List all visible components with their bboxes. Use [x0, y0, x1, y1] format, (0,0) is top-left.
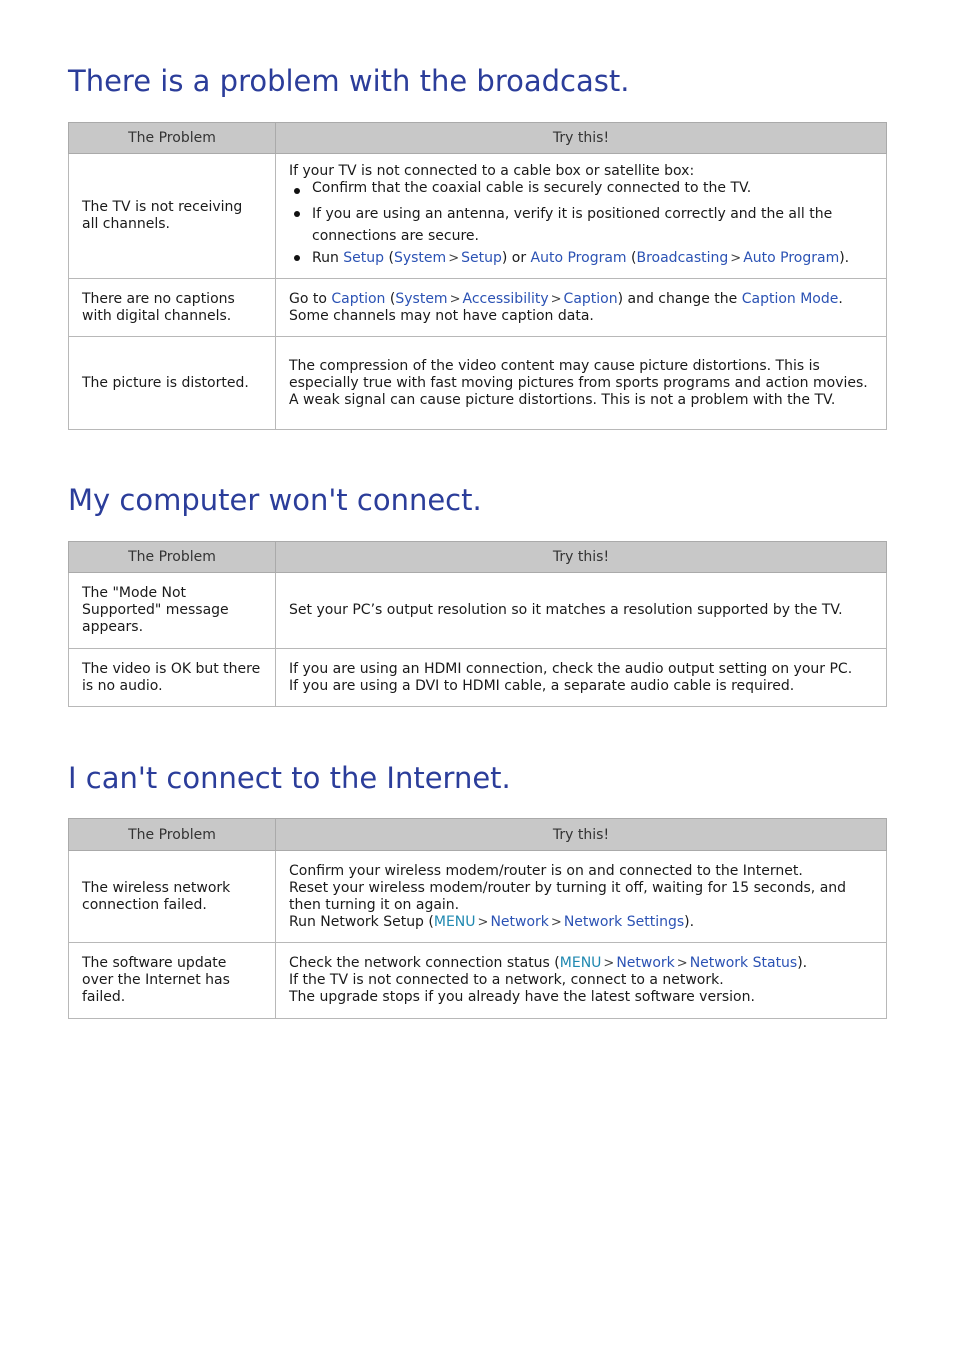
- or-text: ) or: [501, 249, 531, 266]
- menu-link: MENU: [559, 955, 602, 971]
- table-row: [69, 279, 887, 337]
- solution-text: Go to Caption (System > Accessibility > Caption) and change the Caption Mode.: [289, 290, 843, 307]
- list-item: Run Setup (System > Setup) or Auto Program (Broadcasting > Auto Program).: [289, 247, 873, 270]
- header-try: Try this!: [276, 123, 887, 154]
- header-try: Try this!: [276, 819, 887, 851]
- solution-text: If the TV is not connected to a network, connect to a network.: [289, 972, 724, 988]
- solution-cell: [276, 943, 887, 1019]
- solution-cell: [276, 337, 887, 430]
- chevron-right-icon: >: [550, 914, 562, 930]
- solution-cell: [276, 154, 887, 279]
- solution-text: A weak signal can cause picture distortions. This is not a problem with the TV.: [289, 391, 836, 408]
- table-row: [69, 649, 887, 707]
- chevron-right-icon: >: [730, 250, 742, 266]
- problem-cell: The wireless network connection failed.: [69, 851, 276, 943]
- problem-cell: The TV is not receiving all channels.: [69, 154, 276, 279]
- solution-text: [289, 914, 873, 931]
- chevron-right-icon: >: [477, 914, 489, 930]
- table-header-row: [69, 123, 887, 154]
- caption-link: Caption: [563, 290, 618, 307]
- section-heading: I can't connect to the Internet.: [68, 761, 511, 795]
- broadcasting-link: Broadcasting: [636, 249, 729, 266]
- network-link: Network: [616, 955, 675, 971]
- header-problem: The Problem: [69, 542, 276, 573]
- goto-text: Go to: [289, 290, 332, 307]
- solution-text: If you are using an HDMI connection, check the audio output setting on your PC.: [289, 660, 853, 677]
- run-prefix: Run Network Setup (: [289, 913, 434, 930]
- run-end: ).: [839, 249, 850, 266]
- chevron-right-icon: >: [676, 956, 688, 971]
- problem-cell: The video is OK but there is no audio.: [69, 649, 276, 707]
- list-item: If you are using an antenna, verify it is positioned correctly and the all the connections are secure.: [289, 203, 873, 247]
- check-end: ).: [797, 955, 808, 971]
- chevron-right-icon: >: [449, 291, 461, 307]
- troubleshoot-table: [68, 541, 887, 707]
- header-problem: The Problem: [69, 123, 276, 154]
- solution-cell: [276, 279, 887, 337]
- system-link: System: [393, 249, 447, 266]
- section-heading: There is a problem with the broadcast.: [68, 64, 630, 98]
- header-problem: The Problem: [69, 819, 276, 851]
- solution-text: Reset your wireless modem/router by turning it off, waiting for 15 seconds, and then turning it on again.: [289, 879, 847, 913]
- check-prefix: Check the network connection status (: [289, 955, 560, 971]
- auto-program-link: Auto Program: [743, 249, 840, 266]
- solution-cell: [276, 649, 887, 707]
- chevron-right-icon: >: [550, 291, 562, 307]
- solution-text: If your TV is not connected to a cable box or satellite box:: [289, 162, 695, 179]
- solution-text: Confirm your wireless modem/router is on and connected to the Internet.: [289, 862, 803, 879]
- auto-program-link: Auto Program: [530, 249, 627, 266]
- menu-link: MENU: [433, 913, 476, 930]
- table-row: [69, 943, 887, 1019]
- problem-cell: There are no captions with digital channels.: [69, 279, 276, 337]
- caption-link: Caption: [331, 290, 386, 307]
- solution-text: [289, 955, 873, 972]
- network-link: Network: [490, 913, 549, 930]
- problem-cell: The picture is distorted.: [69, 337, 276, 430]
- table-header-row: [69, 542, 887, 573]
- solution-text: The upgrade stops if you already have the latest software version.: [289, 989, 755, 1005]
- setup-link: Setup: [461, 249, 502, 266]
- run-prefix: Run: [312, 249, 344, 266]
- troubleshoot-table: [68, 122, 887, 430]
- caption-mode-link: Caption Mode: [741, 290, 839, 307]
- solution-cell: Set your PC’s output resolution so it matches a resolution supported by the TV.: [276, 573, 887, 649]
- section-internet: [68, 761, 886, 1005]
- troubleshoot-table: [68, 818, 887, 1019]
- chevron-right-icon: >: [448, 250, 460, 266]
- setup-link: Setup: [343, 249, 385, 266]
- table-header-row: [69, 819, 887, 851]
- solution-text: If you are using a DVI to HDMI cable, a separate audio cable is required.: [289, 677, 795, 694]
- solution-text: Some channels may not have caption data.: [289, 307, 594, 324]
- table-row: [69, 337, 887, 430]
- chevron-right-icon: >: [603, 956, 615, 971]
- network-status-link: Network Status: [689, 955, 798, 971]
- solution-text: The compression of the video content may cause picture distortions. This is especially true with fast moving pictures from sports programs and action movies.: [289, 357, 868, 391]
- problem-cell: The software update over the Internet has failed.: [69, 943, 276, 1019]
- period: .: [838, 290, 843, 307]
- table-row: [69, 851, 887, 943]
- table-row: [69, 154, 887, 279]
- list-item: Confirm that the coaxial cable is securely connected to the TV.: [289, 180, 873, 203]
- section-broadcast: [68, 64, 886, 408]
- system-link: System: [395, 290, 448, 307]
- header-try: Try this!: [276, 542, 887, 573]
- bullet-list: [289, 180, 873, 270]
- section-heading: My computer won't connect.: [68, 483, 482, 517]
- change-text: ) and change the: [617, 290, 742, 307]
- run-end: ).: [684, 913, 695, 930]
- network-settings-link: Network Settings: [563, 913, 685, 930]
- section-computer: [68, 483, 886, 694]
- accessibility-link: Accessibility: [462, 290, 549, 307]
- table-row: [69, 573, 887, 649]
- problem-cell: The "Mode Not Supported" message appears.: [69, 573, 276, 649]
- solution-cell: [276, 851, 887, 943]
